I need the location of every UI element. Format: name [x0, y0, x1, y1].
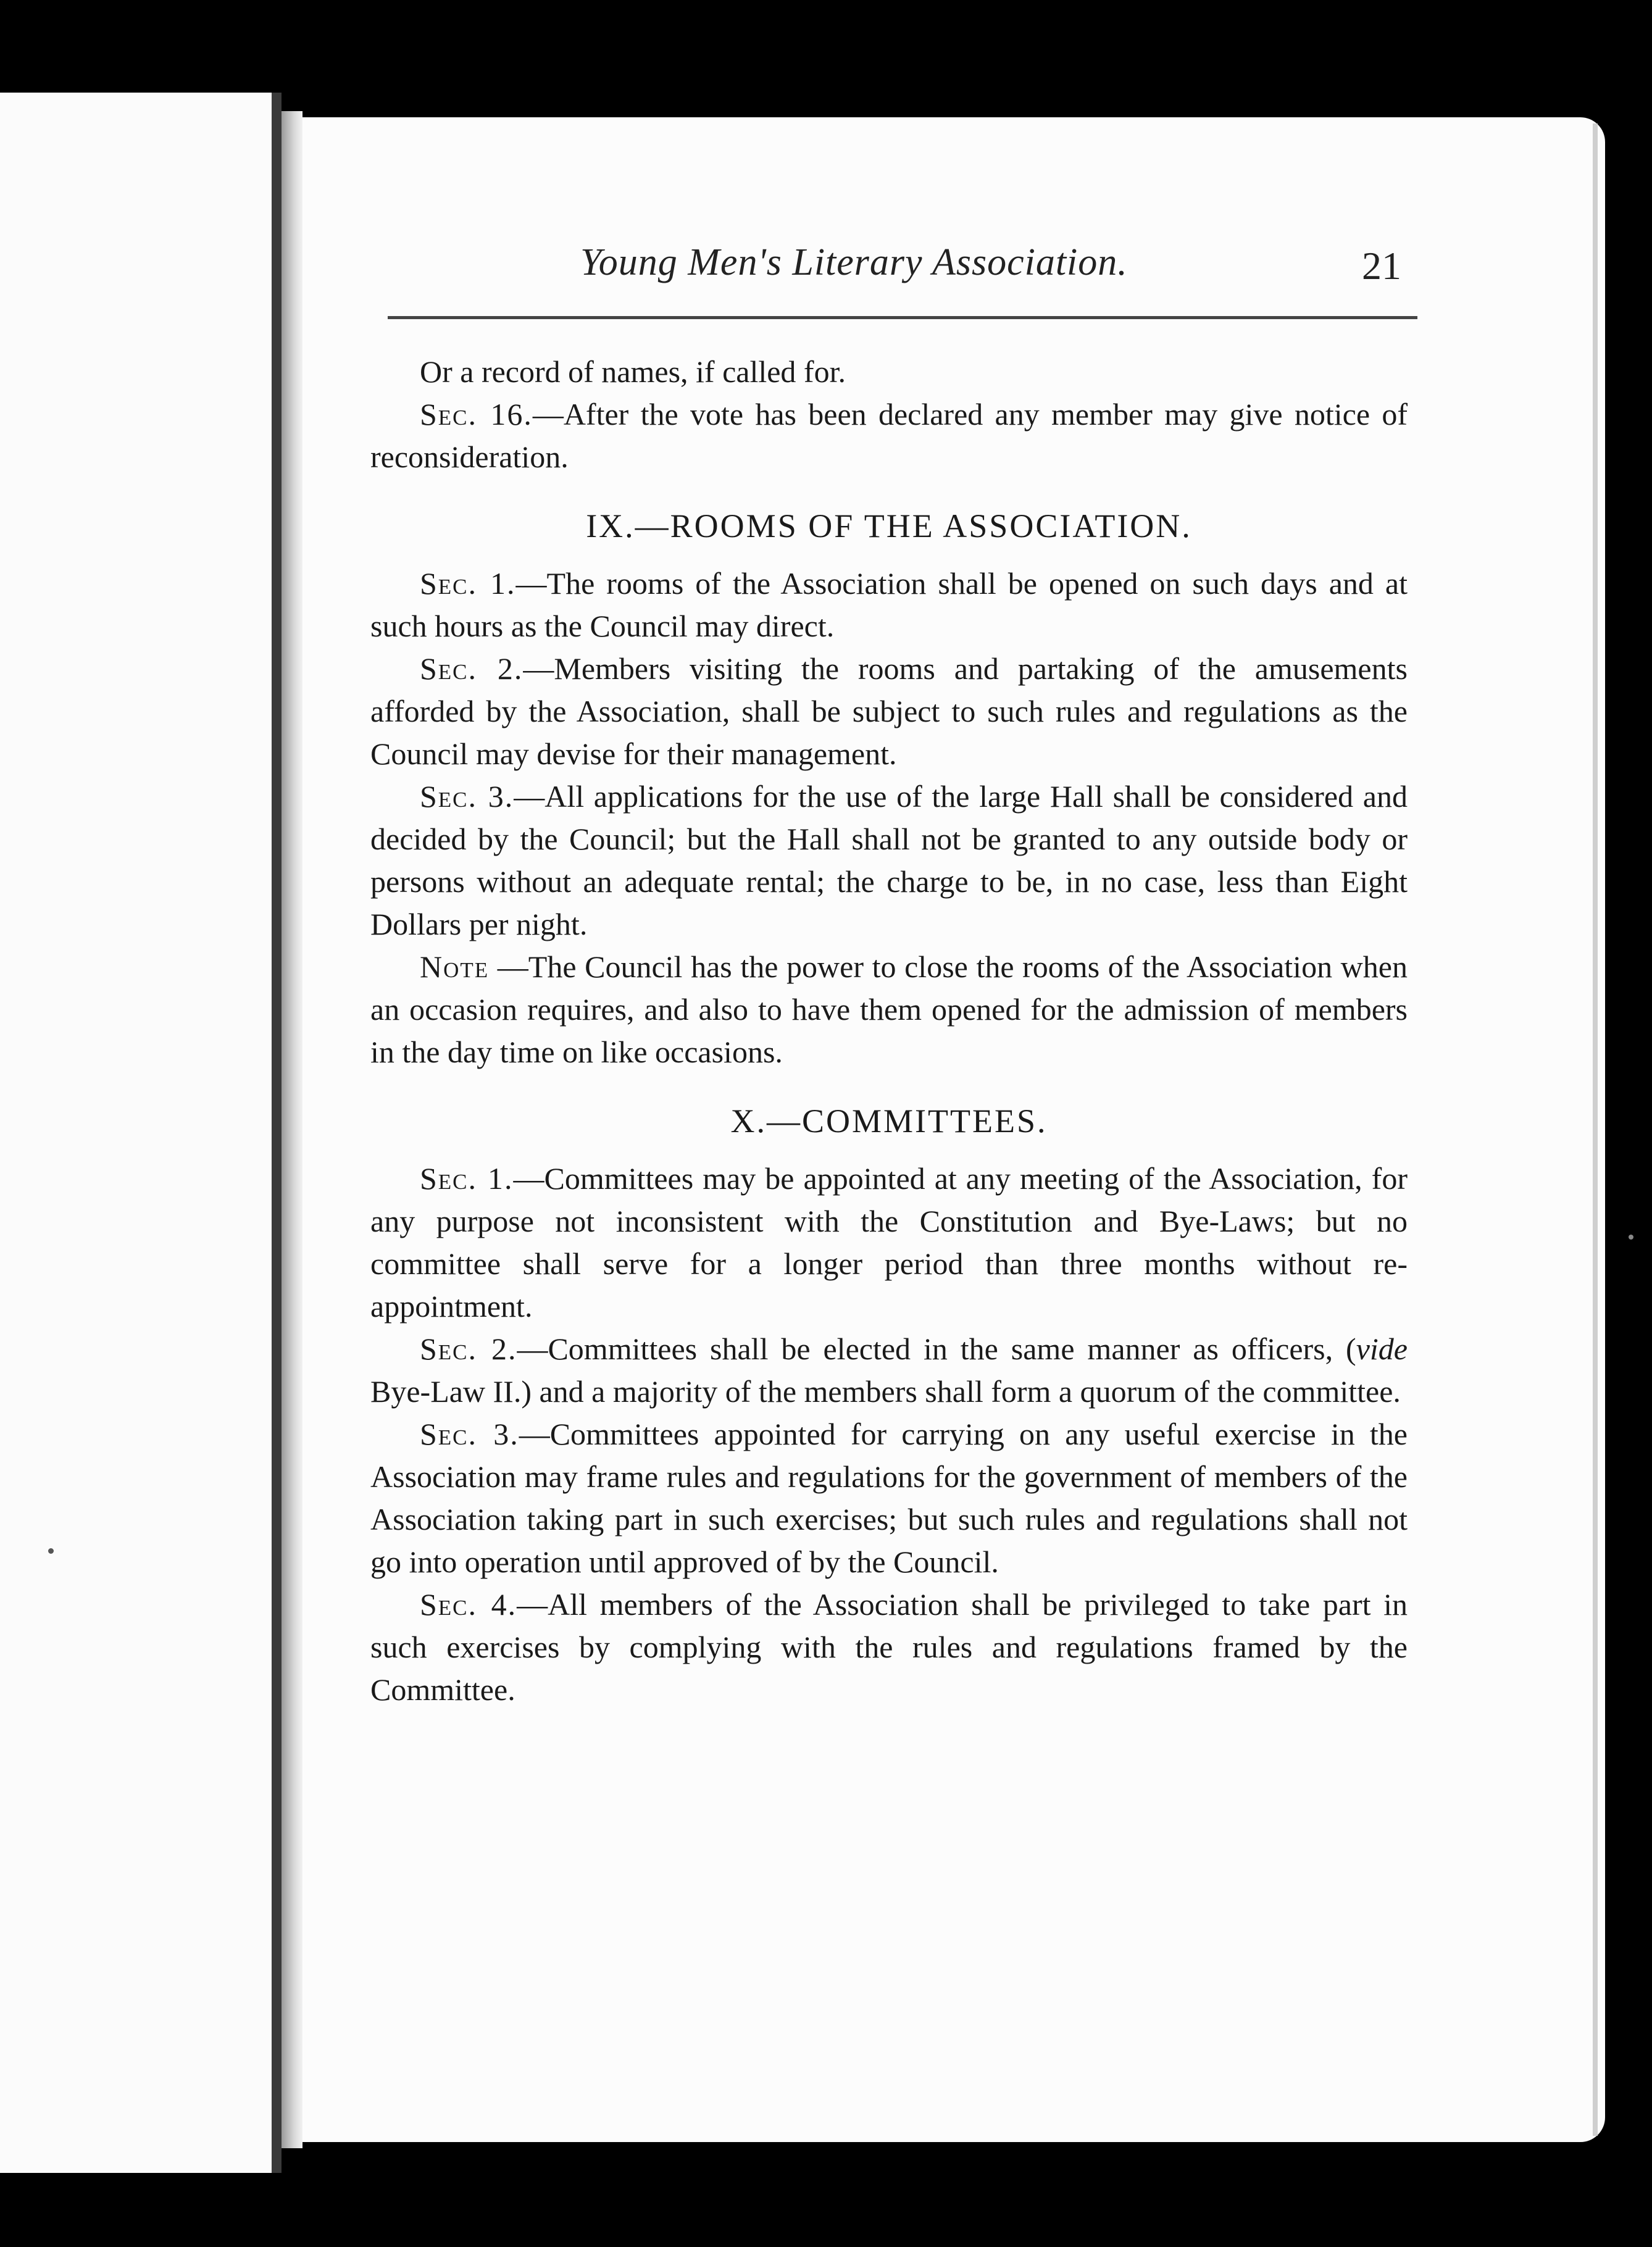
section-label: Sec. 2.	[420, 651, 524, 686]
continuation-text: Or a record of names, if called for.	[420, 354, 846, 389]
ix-sec1-paragraph	[370, 562, 1408, 648]
ix-sec2-paragraph	[370, 648, 1408, 775]
section-heading-x: X.—COMMITTEES.	[730, 1103, 1048, 1140]
section-text: —After the vote has been declared any member may give notice of reconsideration.	[370, 397, 1408, 474]
page-body	[370, 351, 1408, 1711]
x-sec3-paragraph	[370, 1413, 1408, 1583]
print-speck	[1629, 1235, 1633, 1240]
continuation-line	[370, 351, 1408, 393]
section-text: —All members of the Association shall be privileged to take part in such exercises by complying with the rules and regulations framed by the Committee.	[370, 1587, 1408, 1707]
running-title: Young Men's Literary Association.	[580, 241, 1128, 283]
ix-note-paragraph	[370, 946, 1408, 1073]
section-label: Sec. 16.	[420, 397, 533, 431]
ix-sec3-paragraph	[370, 775, 1408, 946]
section-text: —Committees appointed for carrying on any useful exercise in the Association may frame rules and regulations for the government of members of the Association taking part in such exercises; but such rules and regulations shall not go into operation until approved of by the Council.	[370, 1417, 1408, 1579]
x-sec4-paragraph	[370, 1583, 1408, 1711]
header-rule	[388, 316, 1417, 319]
x-sec1-paragraph	[370, 1157, 1408, 1328]
section-text: —Committees shall be elected in the same manner as officers, (	[517, 1332, 1356, 1366]
section-text: —All applications for the use of the large Hall shall be considered and decided by the Council; but the Hall shall not be granted to any outside body or persons without an adequate rental; the charge to be, in no case, less than Eight Dollars per night.	[370, 779, 1408, 941]
page-edge	[1593, 123, 1598, 2136]
gutter-shadow	[282, 111, 302, 2148]
section-label: Sec. 4.	[420, 1587, 517, 1622]
section-text: —Members visiting the rooms and partaking of the amusements afforded by the Association, shall be subject to such rules and regulations as the Council may devise for their management.	[370, 651, 1408, 771]
note-text: —The Council has the power to close the rooms of the Association when an occasion requires, and also to have them opened for the admission of members in the day time on like occasions.	[370, 949, 1408, 1069]
section-label: Sec. 3.	[420, 1417, 519, 1451]
section-text-cont: Bye-Law II.) and a majority of the members shall form a quorum of the committee.	[370, 1374, 1401, 1409]
page-number: 21	[1362, 244, 1401, 288]
vide-italic: vide	[1356, 1332, 1408, 1366]
running-head	[383, 235, 1401, 302]
section-label: Sec. 1.	[420, 1161, 514, 1196]
section-label: Sec. 3.	[420, 779, 514, 814]
note-label: Note	[420, 949, 490, 984]
book-gutter	[272, 93, 282, 2173]
facing-page-left	[0, 93, 272, 2173]
section-text: —Committees may be appointed at any meeting of the Association, for any purpose not inconsistent with the Constitution and Bye-Laws; but no committee shall serve for a longer period than three months without re-appointment.	[370, 1161, 1408, 1324]
section-text: —The rooms of the Association shall be opened on such days and at such hours as the Council may direct.	[370, 566, 1408, 643]
section-heading-ix: IX.—ROOMS OF THE ASSOCIATION.	[586, 507, 1192, 544]
x-sec2-paragraph	[370, 1328, 1408, 1413]
sec16-paragraph	[370, 393, 1408, 478]
section-label: Sec. 2.	[420, 1332, 517, 1366]
print-speck	[48, 1548, 54, 1554]
section-label: Sec. 1.	[420, 566, 516, 601]
